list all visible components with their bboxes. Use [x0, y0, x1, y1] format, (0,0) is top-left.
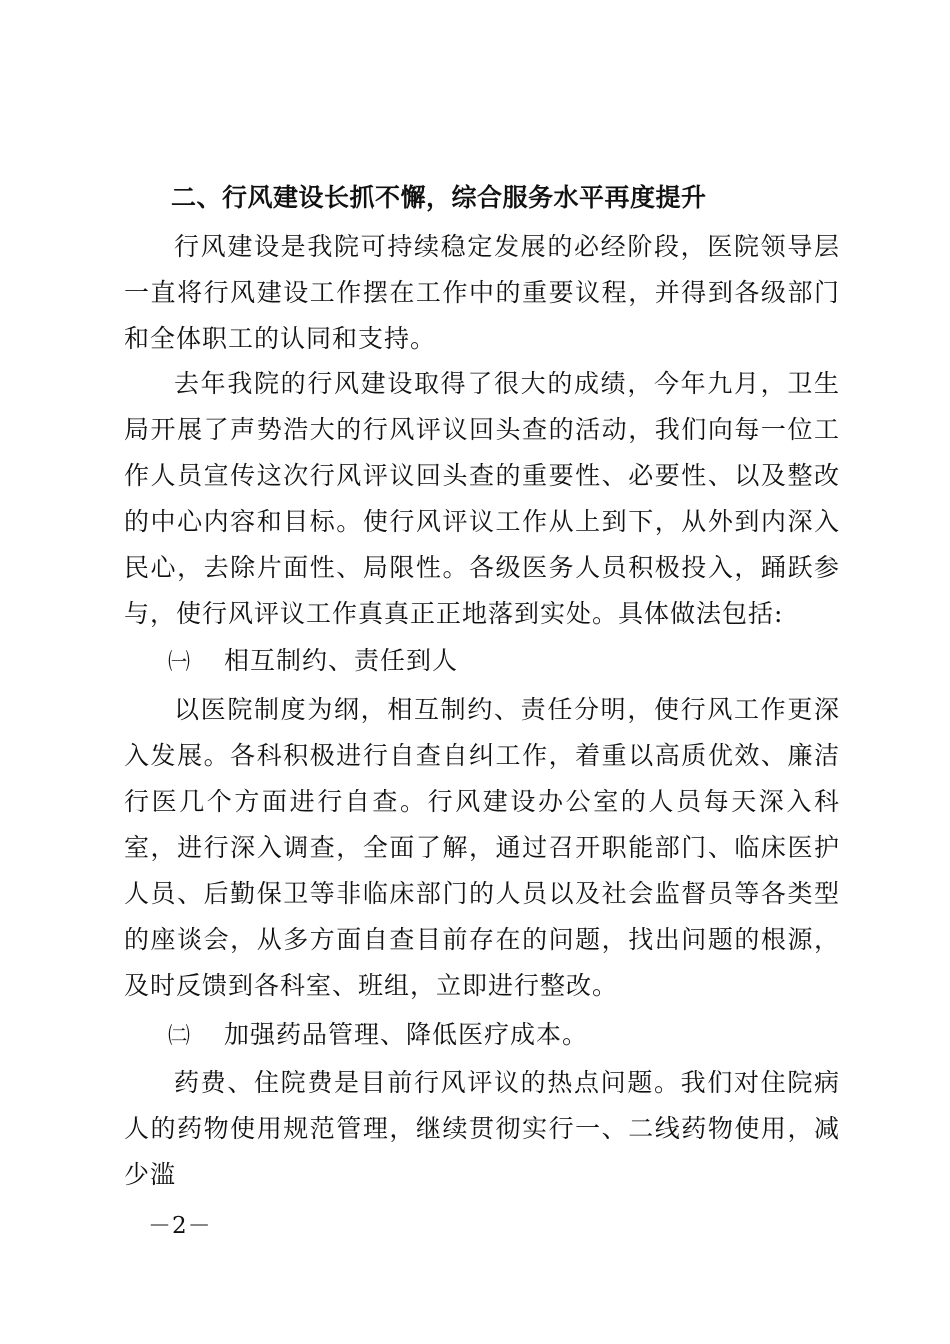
- paragraph-3: 以医院制度为纲，相互制约、责任分明，使行风工作更深入发展。各科积极进行自查自纠工作，着重以高质优效、廉洁行医几个方面进行自查。行风建设办公室的人员每天深入科室，进行深入调查，全面了解，通过召开职能部门、临床医护人员、后勤保卫等非临床部门的人员以及社会监督员等各类型的座谈会，从多方面自查目前存在的问题，找出问题的根源，及时反馈到各科室、班组，立即进行整改。: [124, 695, 840, 1000]
- paragraph-4: 药费、住院费是目前行风评议的热点问题。我们对住院病人的药物使用规范管理，继续贯彻实行一、二线药物使用，减少滥: [124, 1068, 840, 1189]
- paragraph-2: 去年我院的行风建设取得了很大的成绩，今年九月，卫生局开展了声势浩大的行风评议回头查的活动，我们向每一位工作人员宣传这次行风评议回头查的重要性、必要性、以及整改的中心内容和目标。使行风评议工作从上到下，从外到内深入民心，去除片面性、局限性。各级医务人员积极投入，踊跃参与，使行风评议工作真真正正地落到实处。具体做法包括:: [124, 369, 840, 628]
- subheading-1-text: 相互制约、责任到人: [224, 646, 459, 675]
- subheading-2-number: ㈡: [168, 1024, 192, 1049]
- subheading-1: [168, 638, 458, 686]
- subheading-2-text: 加强药品管理、降低医疗成本。: [224, 1020, 589, 1049]
- subheading-2: [168, 1012, 588, 1060]
- paragraph-1: 行风建设是我院可持续稳定发展的必经阶段，医院领导层一直将行风建设工作摆在工作中的重要议程，并得到各级部门和全体职工的认同和支持。: [124, 232, 840, 353]
- page-number: －2－: [148, 1213, 212, 1239]
- subheading-1-number: ㈠: [168, 650, 192, 675]
- section-heading: 二、行风建设长抓不懈，综合服务水平再度提升: [171, 183, 707, 212]
